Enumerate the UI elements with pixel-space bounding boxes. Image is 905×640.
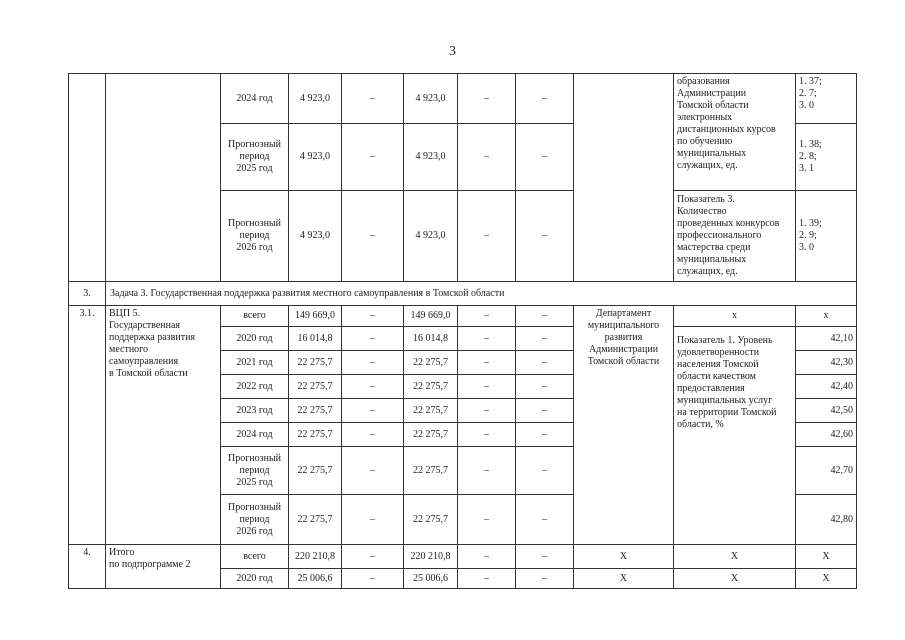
amount-cell: – <box>342 124 404 191</box>
indicator-value: 42,30 <box>796 351 857 375</box>
empty-name-cell <box>106 74 221 282</box>
amount-cell: – <box>342 423 404 447</box>
amount-total-cell: 22 275,7 <box>289 399 342 423</box>
executor-cell: Департамент муниципального развития Администрации Томской области <box>574 306 674 545</box>
page-number: 3 <box>449 44 456 59</box>
amount-cell: – <box>458 191 516 282</box>
table-row <box>69 545 857 569</box>
amount-total-cell: 22 275,7 <box>289 423 342 447</box>
amount-cell: – <box>458 74 516 124</box>
x-mark: Х <box>796 569 857 589</box>
amount-cell: – <box>342 447 404 495</box>
amount-cell: – <box>342 545 404 569</box>
indicator-value: 42,70 <box>796 447 857 495</box>
program-name: ВЦП 5. Государственная поддержка развития местного самоуправления в Томской области <box>106 306 221 545</box>
table-row <box>69 74 857 124</box>
amount-cell: – <box>342 375 404 399</box>
amount-cell: – <box>458 569 516 589</box>
period-cell: Прогнозный период 2026 год <box>221 191 289 282</box>
x-mark: Х <box>574 545 674 569</box>
amount-cell: – <box>516 375 574 399</box>
indicator-value: 42,80 <box>796 495 857 545</box>
indicator-value: 42,10 <box>796 327 857 351</box>
amount-cell: 25 006,6 <box>404 569 458 589</box>
amount-cell: – <box>458 327 516 351</box>
amount-cell: – <box>342 306 404 327</box>
amount-cell: – <box>342 191 404 282</box>
amount-cell: 22 275,7 <box>404 423 458 447</box>
indicator-x: х <box>674 306 796 327</box>
indicator-codes: 1. 37; 2. 7; 3. 0 <box>796 74 857 124</box>
period-cell: всего <box>221 306 289 327</box>
amount-cell: – <box>458 545 516 569</box>
x-mark: Х <box>574 569 674 589</box>
amount-cell: 22 275,7 <box>404 447 458 495</box>
amount-cell: – <box>458 447 516 495</box>
amount-cell: – <box>342 327 404 351</box>
empty-executor-cell <box>574 74 674 282</box>
amount-cell: – <box>516 74 574 124</box>
amount-cell: – <box>458 351 516 375</box>
amount-cell: – <box>516 124 574 191</box>
amount-total-cell: 220 210,8 <box>289 545 342 569</box>
amount-cell: – <box>516 447 574 495</box>
amount-cell: – <box>516 306 574 327</box>
x-mark: Х <box>674 545 796 569</box>
amount-cell: – <box>516 545 574 569</box>
empty-num-cell <box>69 74 106 282</box>
period-cell: 2022 год <box>221 375 289 399</box>
period-cell: 2024 год <box>221 74 289 124</box>
amount-cell: 22 275,7 <box>404 495 458 545</box>
amount-cell: 22 275,7 <box>404 375 458 399</box>
indicator-text: Показатель 1. Уровень удовлетворенности населения Томской области качеством предоставления муниципальных услуг на территории Томской области, % <box>674 327 796 545</box>
task-row <box>69 282 857 306</box>
amount-cell: – <box>342 399 404 423</box>
amount-cell: – <box>516 569 574 589</box>
amount-cell: – <box>342 495 404 545</box>
amount-total-cell: 4 923,0 <box>289 74 342 124</box>
indicator-value: 42,40 <box>796 375 857 399</box>
period-cell: 2024 год <box>221 423 289 447</box>
amount-cell: 149 669,0 <box>404 306 458 327</box>
amount-cell: 22 275,7 <box>404 351 458 375</box>
indicator-codes: 1. 38; 2. 8; 3. 1 <box>796 124 857 191</box>
amount-cell: – <box>516 191 574 282</box>
amount-cell: – <box>458 375 516 399</box>
row-number: 3. <box>69 282 106 306</box>
amount-cell: – <box>458 124 516 191</box>
period-cell: Прогнозный период 2025 год <box>221 124 289 191</box>
amount-cell: 4 923,0 <box>404 124 458 191</box>
indicator-value: х <box>796 306 857 327</box>
period-cell: Прогнозный период 2026 год <box>221 495 289 545</box>
amount-cell: – <box>516 399 574 423</box>
row-number: 4. <box>69 545 106 589</box>
amount-cell: – <box>516 495 574 545</box>
amount-total-cell: 22 275,7 <box>289 375 342 399</box>
amount-cell: 16 014,8 <box>404 327 458 351</box>
amount-total-cell: 22 275,7 <box>289 351 342 375</box>
indicator-text: образования Администрации Томской области электронных дистанционных курсов по обучению муниципальных служащих, ед. <box>674 74 796 191</box>
period-cell: 2023 год <box>221 399 289 423</box>
amount-total-cell: 4 923,0 <box>289 124 342 191</box>
x-mark: Х <box>796 545 857 569</box>
amount-cell: 4 923,0 <box>404 191 458 282</box>
amount-total-cell: 4 923,0 <box>289 191 342 282</box>
period-cell: всего <box>221 545 289 569</box>
amount-cell: – <box>342 569 404 589</box>
period-cell: Прогнозный период 2025 год <box>221 447 289 495</box>
task-title: Задача 3. Государственная поддержка развития местного самоуправления в Томской области <box>106 282 857 306</box>
period-cell: 2020 год <box>221 327 289 351</box>
amount-cell: – <box>516 351 574 375</box>
amount-cell: – <box>458 399 516 423</box>
amount-total-cell: 25 006,6 <box>289 569 342 589</box>
indicator-codes: 1. 39; 2. 9; 3. 0 <box>796 191 857 282</box>
period-cell: 2021 год <box>221 351 289 375</box>
amount-cell: – <box>516 327 574 351</box>
amount-cell: 220 210,8 <box>404 545 458 569</box>
amount-total-cell: 16 014,8 <box>289 327 342 351</box>
amount-cell: – <box>342 351 404 375</box>
indicator-value: 42,60 <box>796 423 857 447</box>
amount-cell: – <box>458 495 516 545</box>
amount-cell: 22 275,7 <box>404 399 458 423</box>
amount-cell: – <box>516 423 574 447</box>
amount-cell: 4 923,0 <box>404 74 458 124</box>
amount-cell: – <box>458 423 516 447</box>
amount-total-cell: 22 275,7 <box>289 495 342 545</box>
program-table <box>68 73 857 589</box>
program-name: Итого по подпрограмме 2 <box>106 545 221 589</box>
x-mark: Х <box>674 569 796 589</box>
row-number: 3.1. <box>69 306 106 545</box>
amount-cell: – <box>458 306 516 327</box>
table-row <box>69 306 857 327</box>
amount-cell: – <box>342 74 404 124</box>
period-cell: 2020 год <box>221 569 289 589</box>
indicator-text: Показатель 3. Количество проведенных конкурсов профессионального мастерства среди муниципальных служащих, ед. <box>674 191 796 282</box>
amount-total-cell: 22 275,7 <box>289 447 342 495</box>
amount-total-cell: 149 669,0 <box>289 306 342 327</box>
indicator-value: 42,50 <box>796 399 857 423</box>
